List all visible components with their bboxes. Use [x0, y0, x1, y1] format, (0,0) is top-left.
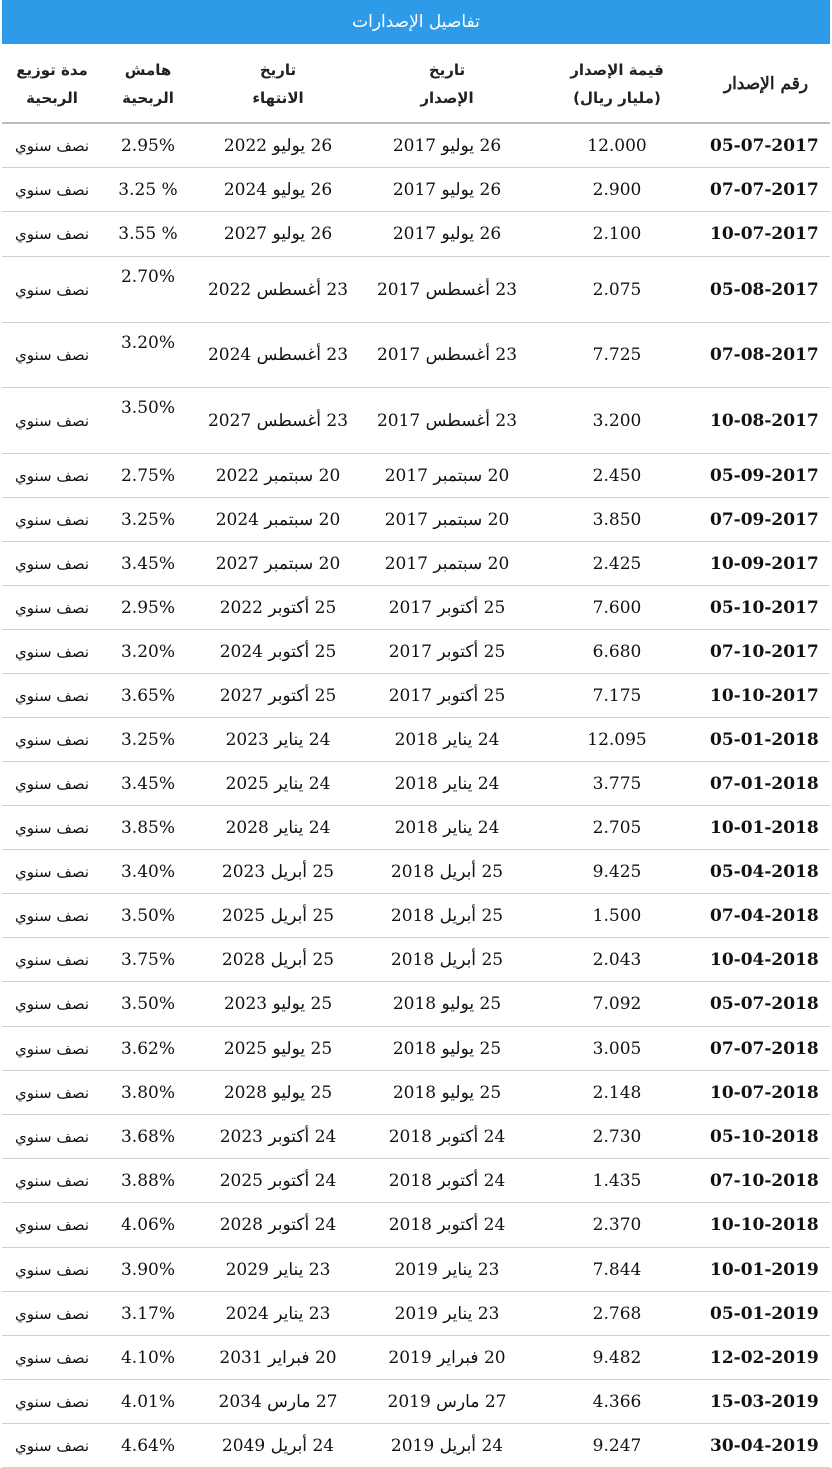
period-cell: نصف سنوي — [14, 686, 90, 705]
table-row — [2, 542, 830, 586]
end-date-cell: 23 يناير 2029 — [225, 1259, 331, 1280]
table-row — [2, 674, 830, 718]
table-row — [2, 1203, 830, 1248]
value-cell: 3.775 — [592, 773, 642, 794]
margin-cell: 3.88% — [120, 1170, 175, 1191]
margin-cell: 3.25 % — [118, 179, 178, 200]
margin-cell: 2.75% — [120, 465, 175, 486]
period-cell: نصف سنوي — [14, 995, 90, 1013]
margin-cell: 3.85% — [120, 817, 175, 838]
table-row — [2, 168, 830, 212]
issue-date-cell: 20 سبتمبر 2017 — [384, 465, 510, 486]
value-cell: 12.000 — [587, 135, 647, 156]
period-cell: نصف سنوي — [14, 225, 90, 243]
issue-date-cell: 24 يناير 2018 — [394, 817, 500, 838]
margin-cell: 3.50% — [120, 994, 175, 1014]
table-row — [2, 124, 830, 168]
table-row — [2, 630, 830, 674]
value-cell: 9.425 — [592, 861, 642, 882]
issue-no-cell: 12-02-2019 — [710, 1347, 819, 1368]
table-row — [2, 586, 830, 630]
table-row — [2, 1159, 830, 1203]
issue-date-cell: 20 فبراير 2019 — [388, 1347, 506, 1368]
period-cell: نصف سنوي — [14, 510, 90, 529]
margin-cell: 3.50% — [120, 905, 175, 926]
issue-date-cell: 25 أبريل 2018 — [390, 949, 504, 970]
value-cell: 2.100 — [592, 224, 642, 244]
table-row — [2, 1071, 830, 1115]
value-cell: 2.370 — [592, 1215, 642, 1235]
value-cell: 7.092 — [592, 994, 642, 1014]
end-date-cell: 26 يوليو 2024 — [223, 179, 333, 200]
issue-date-cell: 25 يوليو 2018 — [392, 1082, 502, 1103]
margin-cell: 3.45% — [120, 773, 175, 794]
table-row — [2, 1336, 830, 1380]
issue-no-cell: 15-03-2019 — [710, 1391, 819, 1412]
period-cell: نصف سنوي — [14, 346, 90, 364]
issue-date-cell: 25 أكتوبر 2017 — [388, 641, 506, 662]
header-issue-date — [362, 46, 532, 122]
value-cell: 3.005 — [592, 1038, 642, 1059]
table-row — [2, 982, 830, 1027]
period-cell: نصف سنوي — [14, 774, 90, 793]
end-date-cell: 25 أكتوبر 2022 — [219, 597, 337, 618]
issue-date-cell: 25 يوليو 2018 — [392, 1038, 502, 1059]
issue-no-cell: 07-01-2018 — [710, 773, 819, 794]
value-cell: 2.900 — [592, 179, 642, 200]
issue-no-cell: 05-07-2017 — [710, 135, 819, 156]
end-date-cell: 20 سبتمبر 2027 — [215, 553, 341, 574]
issue-date-cell: 20 سبتمبر 2017 — [384, 553, 510, 574]
issue-date-cell: 24 أكتوبر 2018 — [388, 1126, 506, 1147]
margin-cell: 4.01% — [120, 1391, 175, 1412]
end-date-cell: 24 أكتوبر 2023 — [219, 1126, 337, 1147]
end-date-cell: 25 أبريل 2025 — [221, 905, 335, 926]
end-date-cell: 25 يوليو 2028 — [223, 1082, 333, 1103]
period-cell: نصف سنوي — [14, 136, 90, 155]
table-row — [2, 1424, 830, 1468]
period-cell: نصف سنوي — [14, 642, 90, 661]
table-row — [2, 1292, 830, 1336]
issue-no-cell: 05-09-2017 — [710, 465, 819, 486]
table-row — [2, 850, 830, 894]
end-date-cell: 24 يناير 2025 — [225, 773, 331, 794]
header-end-date — [194, 46, 362, 122]
table-row — [2, 938, 830, 982]
end-date-cell: 27 مارس 2034 — [218, 1391, 338, 1412]
margin-cell: 4.06% — [120, 1215, 175, 1235]
issue-no-cell: 05-10-2018 — [710, 1126, 819, 1147]
value-cell: 2.768 — [592, 1303, 642, 1324]
value-cell: 1.500 — [592, 905, 642, 926]
end-date-cell: 24 أكتوبر 2028 — [219, 1215, 337, 1235]
value-cell: 2.425 — [592, 553, 642, 574]
period-cell: نصف سنوي — [14, 466, 90, 485]
end-date-cell: 25 أبريل 2028 — [221, 949, 335, 970]
header-issue-date-line2: الإصدار — [420, 89, 474, 107]
issuances-table — [2, 0, 830, 1468]
issue-date-cell: 23 يناير 2019 — [394, 1303, 500, 1324]
table-header — [2, 46, 830, 124]
issue-no-cell: 10-09-2017 — [710, 553, 819, 574]
issue-no-cell: 30-04-2019 — [710, 1435, 819, 1456]
value-cell: 1.435 — [592, 1170, 642, 1191]
issue-no-cell: 10-04-2018 — [710, 949, 819, 970]
value-cell: 3.200 — [592, 410, 642, 431]
margin-cell: 3.17% — [120, 1303, 175, 1324]
margin-cell: 3.68% — [120, 1126, 175, 1147]
issue-date-cell: 23 يناير 2019 — [394, 1259, 500, 1280]
period-cell: نصف سنوي — [14, 906, 90, 925]
table-row — [2, 894, 830, 938]
period-cell: نصف سنوي — [14, 1127, 90, 1146]
issue-no-cell: 05-01-2019 — [710, 1303, 819, 1324]
header-margin — [102, 46, 194, 122]
margin-cell: 2.95% — [120, 597, 175, 618]
issue-no-cell: 10-10-2017 — [710, 685, 819, 706]
end-date-cell: 20 فبراير 2031 — [219, 1347, 337, 1368]
end-date-cell: 23 يناير 2024 — [225, 1303, 331, 1324]
period-cell: نصف سنوي — [14, 411, 90, 430]
issue-date-cell: 26 يوليو 2017 — [392, 135, 502, 156]
period-cell: نصف سنوي — [14, 1216, 90, 1234]
issue-no-cell: 05-08-2017 — [710, 279, 819, 300]
period-cell: نصف سنوي — [14, 1436, 90, 1455]
issue-date-cell: 26 يوليو 2017 — [392, 179, 502, 200]
value-cell: 3.850 — [592, 509, 642, 530]
table-row — [2, 388, 830, 454]
end-date-cell: 25 يوليو 2023 — [223, 994, 333, 1014]
margin-cell: 3.25% — [120, 729, 175, 750]
issue-no-cell: 10-01-2019 — [710, 1259, 819, 1280]
margin-cell: 3.80% — [120, 1082, 175, 1103]
issue-no-cell: 05-01-2018 — [710, 729, 819, 750]
period-cell: نصف سنوي — [14, 1171, 90, 1190]
issue-date-cell: 23 أغسطس 2017 — [376, 279, 518, 300]
table-body — [2, 124, 830, 1468]
table-row — [2, 323, 830, 388]
period-cell: نصف سنوي — [14, 730, 90, 749]
issue-no-cell: 07-07-2017 — [710, 179, 819, 200]
period-cell: نصف سنوي — [14, 950, 90, 969]
header-margin-line1: هامش — [124, 61, 172, 79]
margin-cell: 3.55 % — [118, 224, 178, 244]
period-cell: نصف سنوي — [14, 862, 90, 881]
issue-date-cell: 24 أكتوبر 2018 — [388, 1170, 506, 1191]
issue-no-cell: 10-07-2018 — [710, 1082, 819, 1103]
issue-no-cell: 10-08-2017 — [710, 410, 819, 431]
issue-no-cell: 10-01-2018 — [710, 817, 819, 838]
margin-cell: 4.10% — [120, 1347, 175, 1368]
header-value — [532, 46, 702, 122]
value-cell: 9.482 — [592, 1347, 642, 1368]
table-row — [2, 498, 830, 542]
margin-cell: 3.20% — [120, 333, 175, 353]
issue-date-cell: 23 أغسطس 2017 — [376, 345, 518, 365]
issue-no-cell: 07-07-2018 — [710, 1038, 819, 1059]
table-row — [2, 454, 830, 498]
end-date-cell: 25 يوليو 2025 — [223, 1038, 333, 1059]
issue-date-cell: 24 يناير 2018 — [394, 773, 500, 794]
table-row — [2, 762, 830, 806]
value-cell: 2.450 — [592, 465, 642, 486]
value-cell: 2.705 — [592, 817, 642, 838]
table-row — [2, 1380, 830, 1424]
table-row — [2, 212, 830, 257]
value-cell: 2.075 — [592, 279, 642, 300]
end-date-cell: 24 أكتوبر 2025 — [219, 1170, 337, 1191]
issue-no-cell: 10-07-2017 — [710, 224, 819, 244]
table-row — [2, 1115, 830, 1159]
end-date-cell: 25 أبريل 2023 — [221, 861, 335, 882]
end-date-cell: 20 سبتمبر 2022 — [215, 465, 341, 486]
period-cell: نصف سنوي — [14, 1039, 90, 1058]
end-date-cell: 23 أغسطس 2024 — [207, 345, 349, 365]
margin-cell: 3.62% — [120, 1038, 175, 1059]
end-date-cell: 26 يوليو 2027 — [223, 224, 333, 244]
issue-date-cell: 24 أبريل 2019 — [390, 1435, 504, 1456]
issue-no-cell: 07-10-2018 — [710, 1170, 819, 1191]
header-issue-date-line1: تاريخ — [428, 61, 466, 79]
margin-cell: 3.45% — [120, 553, 175, 574]
period-cell: نصف سنوي — [14, 1260, 90, 1279]
header-end-date-line2: الانتهاء — [252, 89, 304, 107]
issue-date-cell: 25 أكتوبر 2017 — [388, 597, 506, 618]
value-cell: 2.730 — [592, 1126, 642, 1147]
margin-cell: 3.25% — [120, 509, 175, 530]
end-date-cell: 24 أبريل 2049 — [221, 1435, 335, 1456]
end-date-cell: 23 أغسطس 2022 — [207, 279, 349, 300]
value-cell: 7.844 — [592, 1259, 642, 1280]
issue-no-cell: 07-09-2017 — [710, 509, 819, 530]
issue-no-cell: 05-07-2018 — [710, 994, 819, 1014]
period-cell: نصف سنوي — [14, 1083, 90, 1102]
period-cell: نصف سنوي — [14, 1304, 90, 1323]
header-period — [2, 46, 102, 122]
margin-cell: 2.95% — [120, 135, 175, 156]
end-date-cell: 25 أكتوبر 2027 — [219, 685, 337, 706]
end-date-cell: 20 سبتمبر 2024 — [215, 509, 341, 530]
header-value-line2: (مليار ريال) — [573, 89, 661, 107]
value-cell: 7.175 — [592, 685, 642, 706]
margin-cell: 4.64% — [120, 1435, 175, 1456]
header-end-date-line1: تاريخ — [259, 61, 297, 79]
header-period-label: مدة توزيع الربحية — [16, 61, 88, 107]
table-row — [2, 1027, 830, 1071]
value-cell: 7.725 — [592, 345, 642, 365]
issue-no-cell: 05-10-2017 — [710, 597, 819, 618]
issue-date-cell: 24 أكتوبر 2018 — [388, 1215, 506, 1235]
issue-no-cell: 07-04-2018 — [710, 905, 819, 926]
margin-cell: 3.20% — [120, 641, 175, 662]
issue-no-cell: 10-10-2018 — [710, 1215, 819, 1235]
table-row — [2, 1248, 830, 1292]
end-date-cell: 24 يناير 2028 — [225, 817, 331, 838]
value-cell: 9.247 — [592, 1435, 642, 1456]
period-cell: نصف سنوي — [14, 554, 90, 573]
table-row — [2, 257, 830, 323]
issue-no-cell: 07-10-2017 — [710, 641, 819, 662]
margin-cell: 2.70% — [120, 267, 175, 287]
value-cell: 6.680 — [592, 641, 642, 662]
header-issue-no — [702, 46, 830, 122]
issue-no-cell: 07-08-2017 — [710, 345, 819, 365]
header-issue-no-label: رقم الإصدار — [723, 74, 809, 94]
value-cell: 2.148 — [592, 1082, 642, 1103]
end-date-cell: 23 أغسطس 2027 — [207, 410, 349, 431]
margin-cell: 3.65% — [120, 685, 175, 706]
issue-date-cell: 23 أغسطس 2017 — [376, 410, 518, 431]
value-cell: 7.600 — [592, 597, 642, 618]
issue-date-cell: 25 أبريل 2018 — [390, 905, 504, 926]
period-cell: نصف سنوي — [14, 280, 90, 299]
issue-date-cell: 27 مارس 2019 — [387, 1391, 507, 1412]
header-margin-line2: الربحية — [122, 89, 174, 107]
value-cell: 4.366 — [592, 1391, 642, 1412]
issue-date-cell: 25 أبريل 2018 — [390, 861, 504, 882]
margin-cell: 3.40% — [120, 861, 175, 882]
issue-no-cell: 05-04-2018 — [710, 861, 819, 882]
period-cell: نصف سنوي — [14, 180, 90, 199]
margin-cell: 3.90% — [120, 1259, 175, 1280]
margin-cell: 3.50% — [120, 398, 175, 418]
end-date-cell: 25 أكتوبر 2024 — [219, 641, 337, 662]
header-value-line1: قيمة الإصدار — [570, 61, 664, 79]
issue-date-cell: 24 يناير 2018 — [394, 729, 500, 750]
margin-cell: 3.75% — [120, 949, 175, 970]
period-cell: نصف سنوي — [14, 818, 90, 837]
table-row — [2, 718, 830, 762]
end-date-cell: 26 يوليو 2022 — [223, 135, 333, 156]
value-cell: 12.095 — [587, 729, 647, 750]
period-cell: نصف سنوي — [14, 1392, 90, 1411]
value-cell: 2.043 — [592, 949, 642, 970]
issue-date-cell: 26 يوليو 2017 — [392, 224, 502, 244]
issue-date-cell: 25 يوليو 2018 — [392, 994, 502, 1014]
table-row — [2, 806, 830, 850]
issue-date-cell: 20 سبتمبر 2017 — [384, 509, 510, 530]
issue-date-cell: 25 أكتوبر 2017 — [388, 685, 506, 706]
table-title: تفاصيل الإصدارات — [2, 0, 830, 46]
end-date-cell: 24 يناير 2023 — [225, 729, 331, 750]
period-cell: نصف سنوي — [14, 598, 90, 617]
period-cell: نصف سنوي — [14, 1348, 90, 1367]
